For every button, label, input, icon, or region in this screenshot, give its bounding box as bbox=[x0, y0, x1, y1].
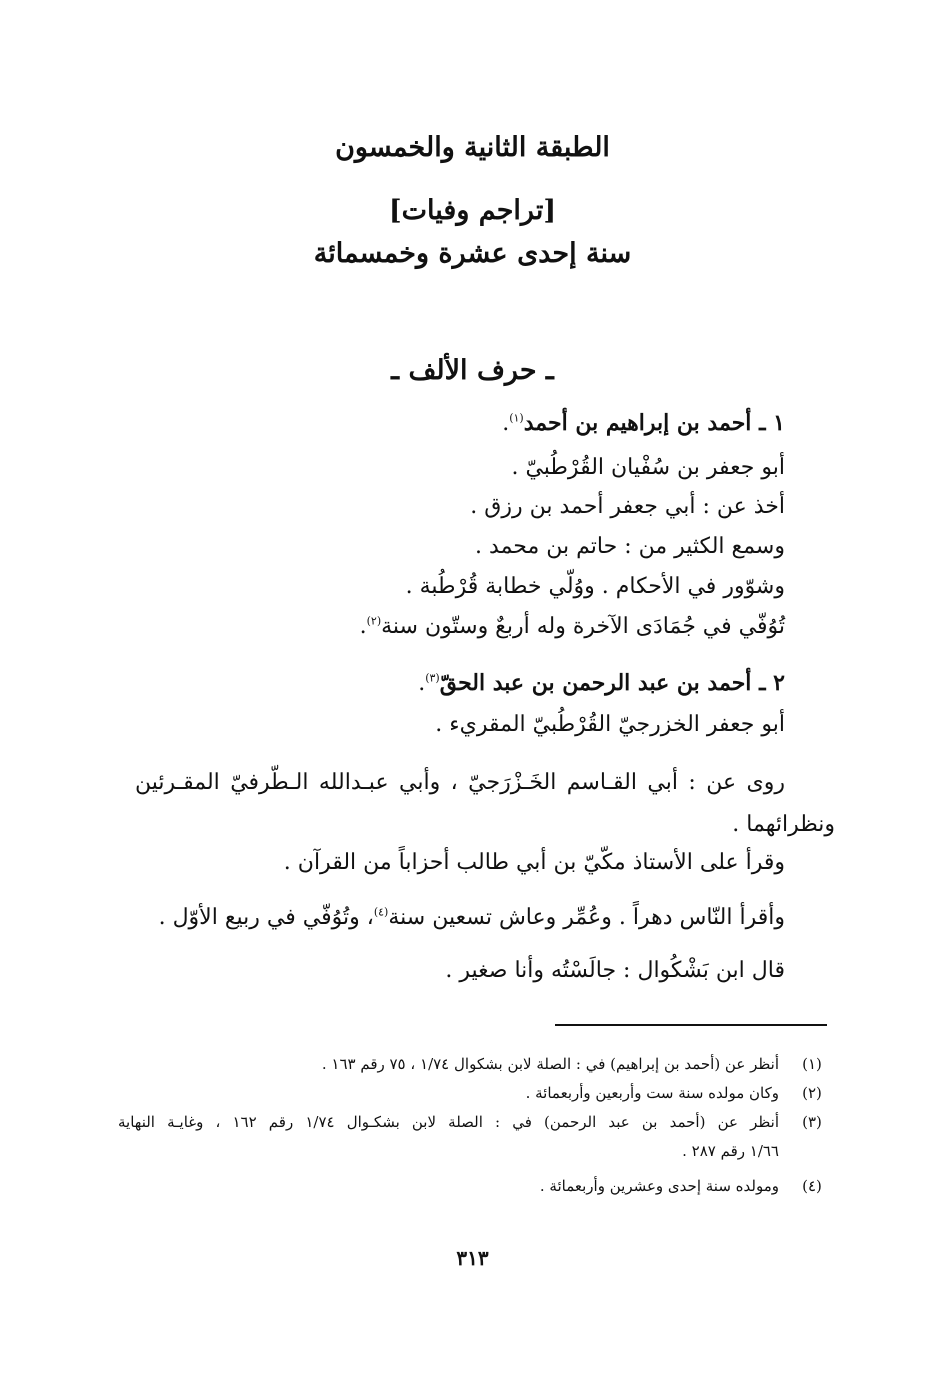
footnote-text: ومولده سنة إحدى وعشرين وأربعمائة . bbox=[539, 1177, 779, 1195]
footnote-divider bbox=[555, 1024, 827, 1026]
footnote-number: (٣) bbox=[802, 1113, 822, 1131]
footnote-text: أنظر عن (أحمد بن عبد الرحمن) في : الصلة لابن بشكـوال ١/٧٤ رقم ١٦٢ ، وغايـة النهاية bbox=[118, 1113, 779, 1131]
footnote bbox=[118, 1177, 827, 1199]
entry-2-name: ٢ ـ أحمد بن عبد الرحمن بن عبد الحقّ$^{(٣)}$. bbox=[418, 670, 785, 696]
entry-1-line: أخذ عن : أبي جعفر أحمد بن رزق . bbox=[470, 494, 785, 519]
footnote-number: (١) bbox=[802, 1055, 822, 1073]
footnote-continuation bbox=[118, 1142, 827, 1164]
footnote-number: (٤) bbox=[802, 1177, 822, 1195]
footnote-text: ١/٦٦ رقم ٢٨٧ . bbox=[682, 1142, 779, 1160]
entry-2-paragraph-line1: روى عن : أبي القـاسم الخَـزْرَجيّ ، وأبي عبـدالله الـطّرفيّ المقـرئين bbox=[135, 770, 785, 795]
footnote-number: (٢) bbox=[802, 1084, 822, 1102]
footnote-text: وكان مولده سنة ست وأربعين وأربعمائة . bbox=[525, 1084, 779, 1102]
chapter-subtitle: [تراجم وفيات] bbox=[388, 195, 557, 226]
entry-1-line: وشوّور في الأحكام . ووُلّي خطابة قُرْطُبة . bbox=[405, 574, 785, 599]
page-number: ٣١٣ bbox=[456, 1246, 489, 1270]
footnote bbox=[118, 1055, 827, 1077]
footnote-ref-3[interactable]: (٣) bbox=[425, 671, 440, 685]
section-heading: ـ حرف الألف ـ bbox=[391, 355, 554, 386]
chapter-year: سنة إحدى عشرة وخمسمائة bbox=[313, 238, 632, 269]
footnote bbox=[118, 1084, 827, 1106]
footnote-ref-2[interactable]: (٢) bbox=[366, 614, 382, 628]
chapter-title: الطبقة الثانية والخمسون bbox=[335, 132, 610, 163]
footnote-ref-4[interactable]: (٤) bbox=[373, 905, 389, 919]
entry-2-line: أبو جعفر الخزرجيّ القُرْطُبيّ المقريء . bbox=[435, 712, 785, 737]
entry-1-last-line: تُوُفّي في جُمَادَى الآخرة وله أربعٌ وستّون سنة$^{(٢)}$. bbox=[359, 614, 785, 639]
entry-2-line: وقرأ على الأستاذ مكّيّ بن أبي طالب أحزاباً من القرآن . bbox=[283, 850, 785, 875]
entry-1-line: أبو جعفر بن سُفْيان القُرْطُبيّ . bbox=[511, 455, 785, 480]
footnote-ref-1[interactable]: (١) bbox=[509, 411, 524, 425]
footnote bbox=[118, 1113, 827, 1135]
entry-2-line: وأقرأ النّاس دهراً . وعُمِّر وعاش تسعين سنة$^{(٤)}$، وتُوُفّي في ربيع الأوّل . bbox=[158, 905, 785, 930]
entry-1-name: ١ ـ أحمد بن إبراهيم بن أحمد$^{(١)}$. bbox=[502, 410, 785, 436]
entry-2-paragraph-line2: ونظرائهما . bbox=[732, 812, 835, 837]
footnote-text: أنظر عن (أحمد بن إبراهيم) في : الصلة لابن بشكوال ١/٧٤ ، ٧٥ رقم ١٦٣ . bbox=[321, 1055, 779, 1073]
entry-1-line: وسمع الكثير من : حاتم بن محمد . bbox=[475, 534, 785, 559]
entry-2-line: قال ابن بَشْكُوال : جالَسْتُه وأنا صغير . bbox=[445, 958, 785, 983]
